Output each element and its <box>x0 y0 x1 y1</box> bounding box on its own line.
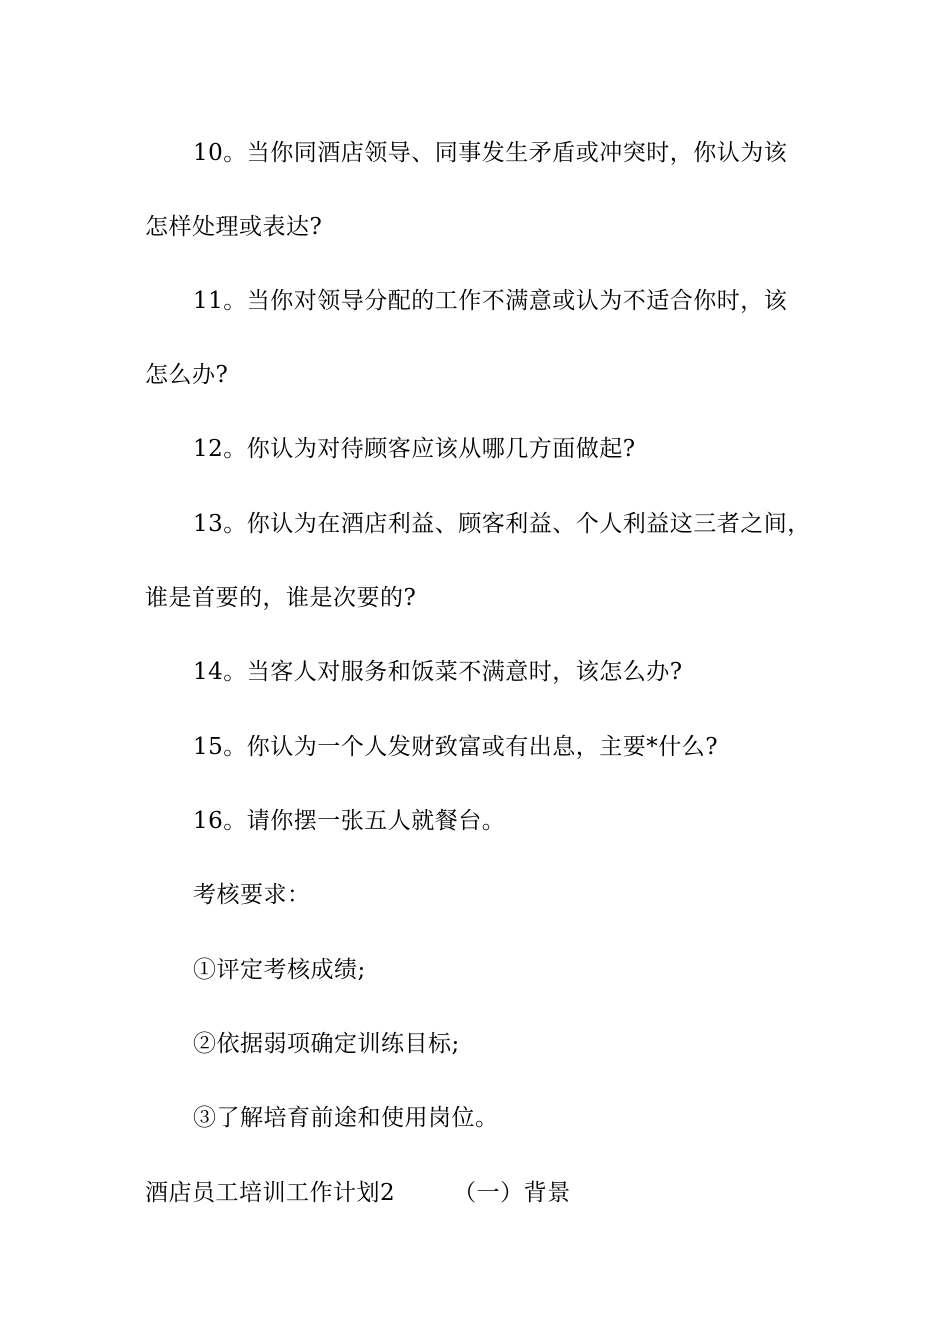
question-10-line-2: 怎样处理或表达? <box>145 214 323 240</box>
question-12: 12。你认为对待顾客应该从哪几方面做起? <box>193 436 636 462</box>
section-title: 酒店员工培训工作计划2 <box>145 1180 396 1206</box>
section-subtitle: （一）背景 <box>453 1180 571 1206</box>
section-heading <box>145 1178 571 1208</box>
question-10-line-1: 10。当你同酒店领导、同事发生矛盾或冲突时，你认为该 <box>193 140 788 166</box>
question-11-line-1: 11。当你对领导分配的工作不满意或认为不适合你时，该 <box>193 288 788 314</box>
question-14: 14。当客人对服务和饭菜不满意时，该怎么办? <box>193 659 683 685</box>
requirements-title: 考核要求： <box>193 882 311 908</box>
question-15: 15。你认为一个人发财致富或有出息，主要*什么? <box>193 734 719 760</box>
requirement-item-2: ②依据弱项确定训练目标; <box>193 1031 460 1057</box>
question-13-line-1: 13。你认为在酒店利益、顾客利益、个人利益这三者之间， <box>193 511 811 537</box>
question-13-line-2: 谁是首要的，谁是次要的? <box>145 585 417 611</box>
requirement-item-3: ③了解培育前途和使用岗位。 <box>193 1105 499 1131</box>
requirement-item-1: ①评定考核成绩; <box>193 957 366 983</box>
question-11-line-2: 怎么办? <box>145 362 229 388</box>
question-16: 16。请你摆一张五人就餐台。 <box>193 808 506 834</box>
